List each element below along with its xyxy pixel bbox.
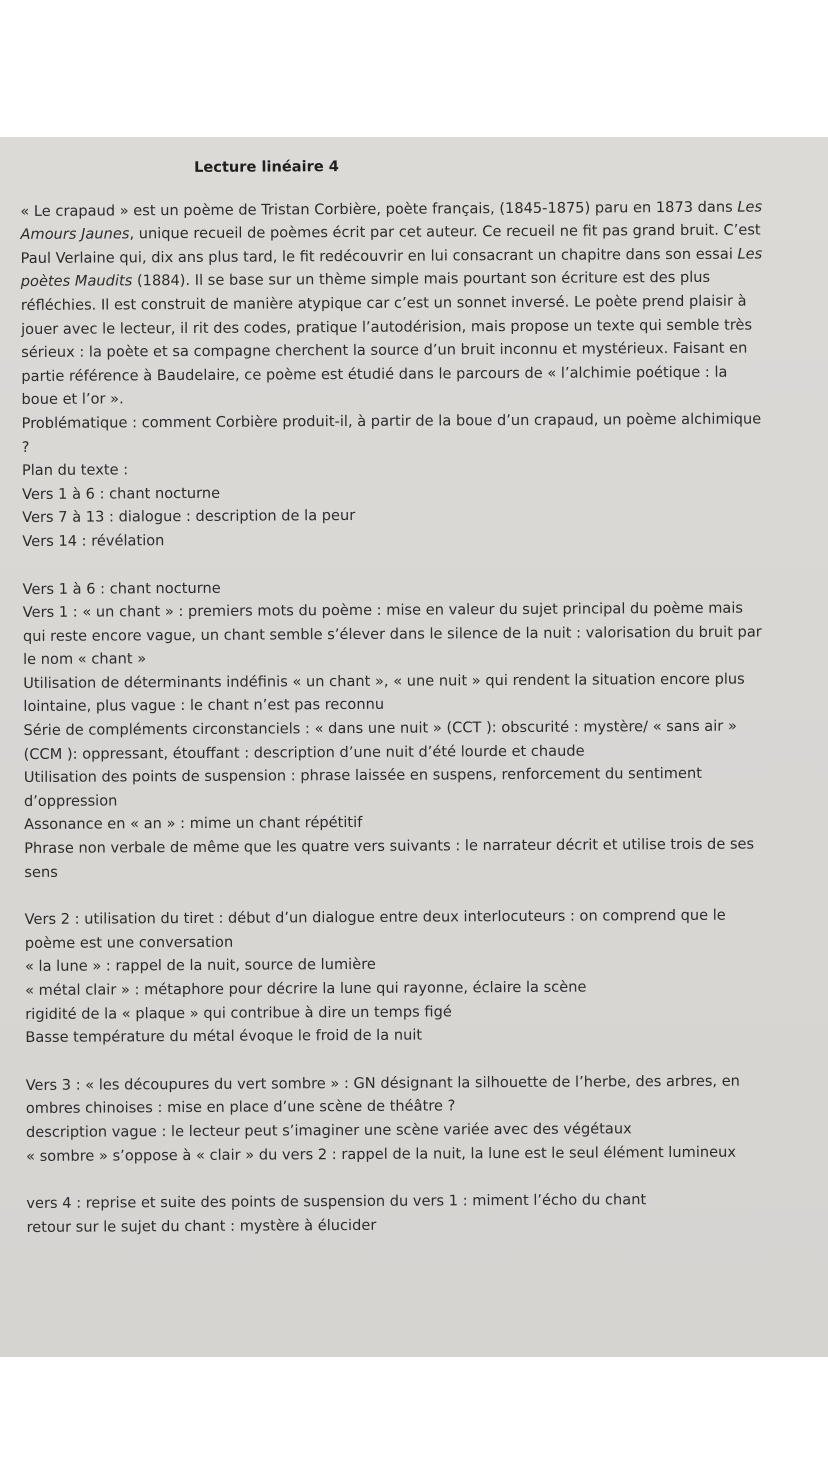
plan-heading: Plan du texte :	[21, 461, 129, 480]
section-line: Vers 3 : « les découpures du vert sombre » : GN désignant la silhouette de l’herbe, des arbres, en ombres chinoises : mise en place d’une scène de théâtre ?	[25, 1072, 740, 1118]
section-line: vers 4 : reprise et suite des points de suspension du vers 1 : miment l’écho du chant	[26, 1191, 647, 1213]
section-line: « métal clair » : métaphore pour décrire la lune qui rayonne, éclaire la scène	[25, 978, 587, 999]
plan-item: Vers 14 : révélation	[22, 532, 165, 550]
plan-item: Vers 1 à 6 : chant nocturne	[22, 484, 221, 503]
essay-title: Les poètes Maudits	[20, 245, 763, 291]
book-title: Les Amours Jaunes	[20, 198, 763, 244]
section-line: Assonance en « an » : mime un chant répétitif	[24, 814, 363, 834]
section-line: Vers 1 : « un chant » : premiers mots du poème : mise en valeur du sujet principal du poème mais qui reste encore vague, un chant semble s’élever dans le silence de la nuit : valorisation du bruit par le nom « chant »	[22, 599, 762, 669]
section-heading: Vers 1 à 6 : chant nocturne	[22, 579, 221, 598]
section-line: Série de compléments circonstanciels : « dans une nuit » (CCT ): obscurité : mystère/ « sans air » (CCM ): oppressant, étouffant : description d’une nuit d’été lourde et chaude	[23, 717, 737, 763]
section-line: Vers 2 : utilisation du tiret : début d’un dialogue entre deux interlocuteurs : on comprend que le poème est une conversation	[24, 906, 726, 952]
intro-text-2: , unique recueil de poèmes écrit par cet auteur. Ce recueil ne fit pas grand bruit. C’est Paul Verlaine qui, dix ans plus tard, le fit redécouvrir en lui consacrant un chapitre dans son essai	[20, 221, 761, 267]
page-title: Lecture linéaire 4	[194, 158, 339, 176]
problematique: Problématique : comment Corbière produit-il, à partir de la boue d’un crapaud, un poème alchimique ?	[21, 410, 762, 456]
document-page	[0, 137, 828, 1357]
section-line: « la lune » : rappel de la nuit, source de lumière	[24, 956, 376, 976]
intro-text-1: « Le crapaud » est un poème de Tristan Corbière, poète français, (1845-1875) paru en 1873 dans	[20, 198, 738, 220]
section-line: rigidité de la « plaque » qui contribue à dire un temps figé	[25, 1002, 452, 1023]
intro-paragraph	[20, 195, 766, 412]
section-line: Utilisation des points de suspension : phrase laissée en suspens, renforcement du sentiment d’oppression	[23, 765, 702, 810]
section-line: « sombre » s’oppose à « clair » du vers 2 : rappel de la nuit, la lune est le seul élément lumineux	[26, 1143, 737, 1165]
section-line: description vague : le lecteur peut s’imaginer une scène variée avec des végétaux	[25, 1120, 632, 1141]
intro-text-3: (1884). Il se base sur un thème simple mais pourtant son écriture est des plus réfléchies. Il est construit de manière atypique car c’est un sonnet inversé. Le poète prend plaisir à jouer avec le lecteur, il rit des codes, pratique l’autodérision, mais propose un texte qui semble très sérieux : la poète et sa compagne cherchent la source d’un bruit inconnu et mystérieux. Faisant en partie référence à Baudelaire, ce poème est étudié dans le parcours de « l’alchimie poétique : la boue et l’or ».	[20, 269, 753, 409]
section-line: retour sur le sujet du chant : mystère à élucider	[26, 1216, 377, 1236]
section-line: Phrase non verbale de même que les quatre vers suivants : le narrateur décrit et utilise trois de ses sens	[24, 835, 755, 881]
document-body	[20, 152, 772, 1239]
section-line: Utilisation de déterminants indéfinis « un chant », « une nuit » qui rendent la situation encore plus lointaine, plus vague : le chant n’est pas reconnu	[23, 670, 745, 716]
section-line: Basse température du métal évoque le froid de la nuit	[25, 1026, 423, 1047]
plan-item: Vers 7 à 13 : dialogue : description de la peur	[22, 507, 356, 527]
